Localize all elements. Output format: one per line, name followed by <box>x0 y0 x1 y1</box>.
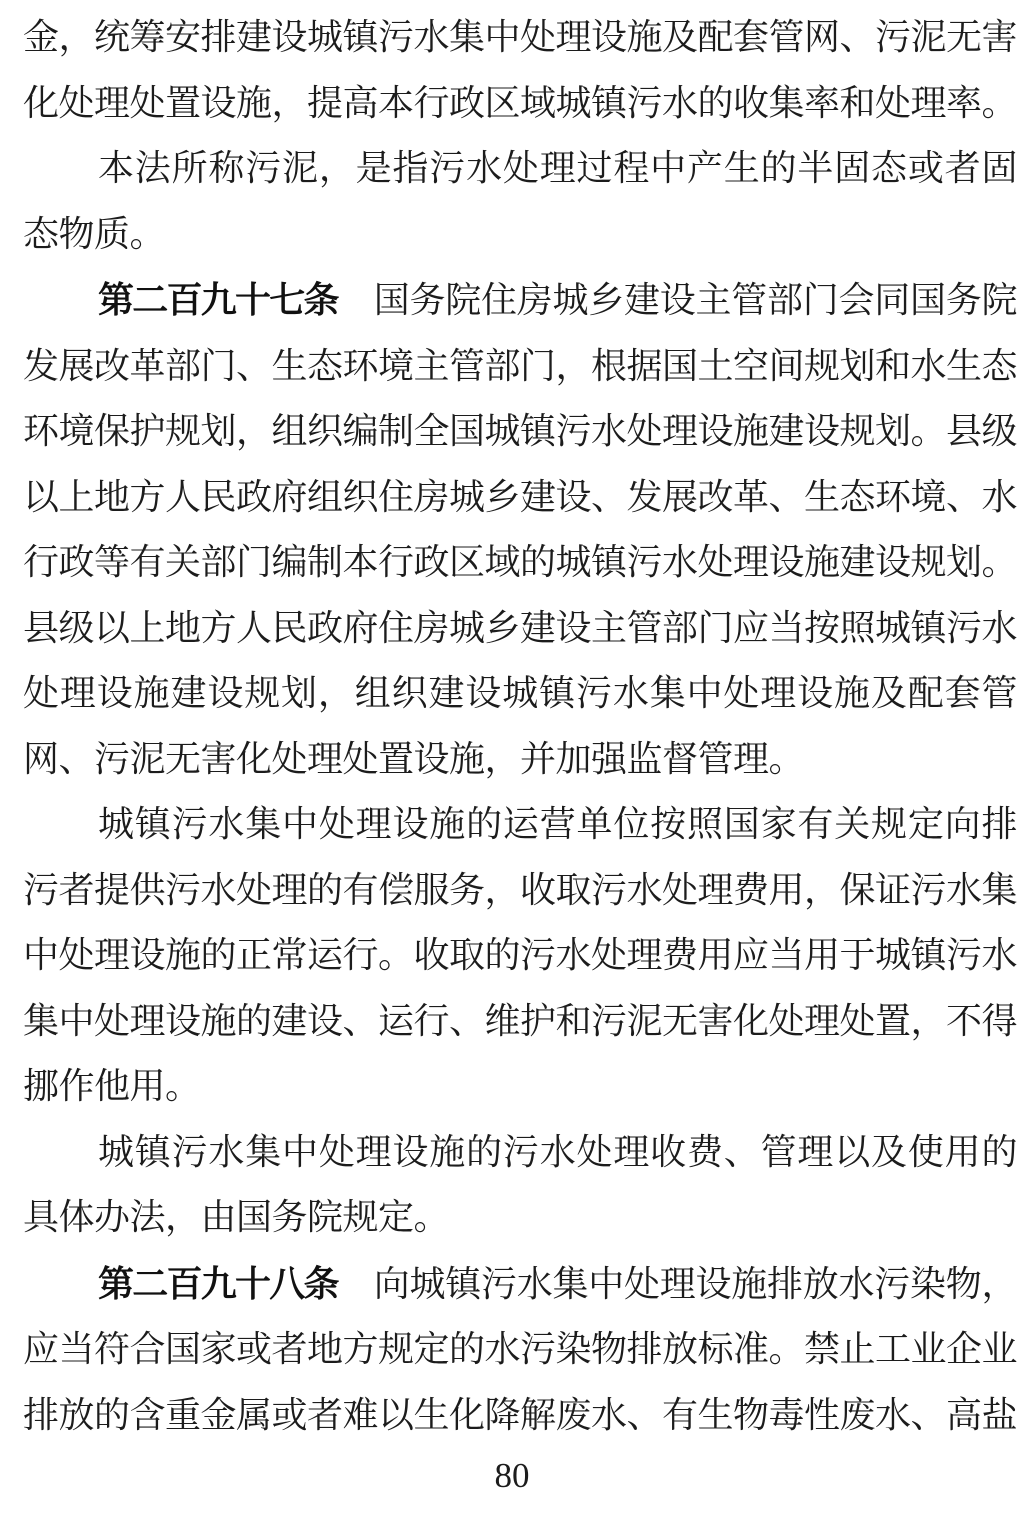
paragraph <box>23 5 1017 136</box>
paragraph-text: 城镇污水集中处理设施的运营单位按照国家有关规定向排污者提供污水处理的有偿服务，收取污水处理费用，保证污水集中处理设施的正常运行。收取的污水处理费用应当用于城镇污水集中处理设施的建设、运行、维护和污泥无害化处理处置，不得挪作他用。 <box>23 804 1018 1106</box>
paragraph-text: 金，统筹安排建设城镇污水集中处理设施及配套管网、污泥无害化处理处置设施，提高本行政区域城镇污水的收集率和处理率。 <box>23 17 1018 123</box>
paragraph <box>23 136 1017 267</box>
page-number: 80 <box>494 1456 530 1495</box>
paragraph <box>23 1120 1017 1251</box>
paragraph-text: 国务院住房城乡建设主管部门会同国务院发展改革部门、生态环境主管部门，根据国土空间规划和水生态环境保护规划，组织编制全国城镇污水处理设施建设规划。县级以上地方人民政府组织住房城乡建设、发展改革、生态环境、水行政等有关部门编制本行政区域的城镇污水处理设施建设规划。县级以上地方人民政府住房城乡建设主管部门应当按照城镇污水处理设施建设规划，组织建设城镇污水集中处理设施及配套管网、污泥无害化处理处置设施，并加强监督管理。 <box>23 280 1018 779</box>
page-content <box>23 5 1017 1448</box>
paragraph <box>23 267 1017 792</box>
paragraph <box>23 1251 1017 1449</box>
paragraph-text: 本法所称污泥，是指污水处理过程中产生的半固态或者固态物质。 <box>23 148 1017 254</box>
page-footer <box>0 1452 1024 1500</box>
article-number: 第二百九十七条 <box>98 279 338 320</box>
paragraph-text: 向城镇污水集中处理设施排放水污染物，应当符合国家或者地方规定的水污染物排放标准。禁止工业企业排放的含重金属或者难以生化降解废水、有生物毒性废水、高盐 <box>23 1263 1018 1435</box>
paragraph <box>23 792 1017 1120</box>
paragraph-text: 城镇污水集中处理设施的污水处理收费、管理以及使用的具体办法，由国务院规定。 <box>23 1131 1017 1237</box>
article-number: 第二百九十八条 <box>98 1262 338 1304</box>
